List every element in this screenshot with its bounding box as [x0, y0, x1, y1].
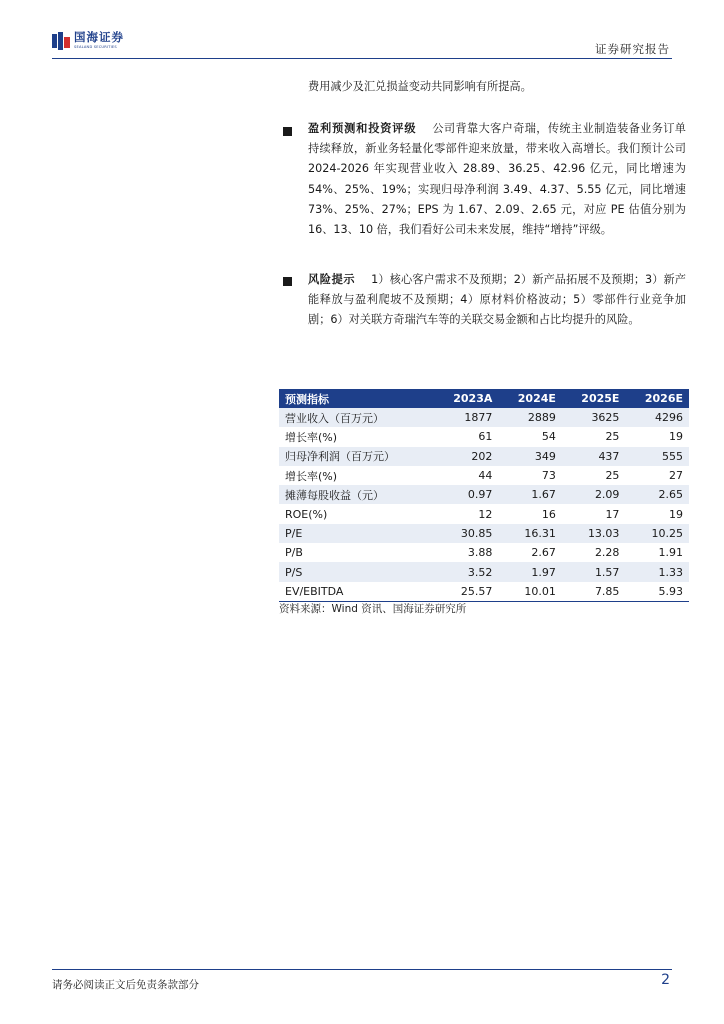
table-cell: 1.57	[562, 562, 626, 581]
table-cell: 25	[605, 430, 620, 444]
table-cell: 10.01	[498, 582, 562, 602]
table-cell: 73	[541, 469, 556, 483]
table-cell: 7.85	[562, 582, 626, 602]
table-cell: P/S	[279, 562, 434, 581]
table-cell: 19	[669, 507, 683, 521]
table-cell: 2.67	[531, 546, 556, 560]
table-cell: 25.57	[434, 582, 499, 602]
logo-en: SEALAND SECURITIES	[74, 44, 117, 49]
table-header-row	[279, 389, 689, 408]
table-row	[279, 485, 689, 504]
table-cell: 1877	[434, 408, 499, 427]
table-cell: 增长率(%)	[285, 469, 338, 483]
table-row	[279, 543, 689, 562]
table-cell: 3.52	[434, 562, 499, 581]
table-row	[279, 408, 689, 427]
table-cell: 437	[562, 447, 626, 466]
table-cell: 1.97	[498, 562, 562, 581]
table-row	[279, 427, 689, 446]
table-cell: 17	[605, 507, 620, 521]
page-header	[0, 0, 724, 60]
table-cell: 摊薄每股收益（元）	[279, 485, 434, 504]
table-cell: 3625	[562, 408, 626, 427]
risk-heading: 风险提示	[308, 273, 356, 286]
table-cell: P/E	[279, 524, 434, 543]
table-cell: 16	[541, 507, 556, 521]
table-cell: 61	[478, 430, 493, 444]
table-cell: 30.85	[434, 524, 499, 543]
paragraph-risk	[308, 270, 686, 331]
table-cell: 1.67	[498, 485, 562, 504]
bullet-square-icon	[283, 277, 292, 286]
logo-mark-icon	[52, 32, 70, 50]
bullet-square-icon	[283, 127, 292, 136]
table-cell: 2.09	[562, 485, 626, 504]
table-cell: 2.28	[594, 546, 620, 560]
table-source-note: 资料来源：Wind 资讯、国海证券研究所	[279, 603, 467, 615]
table-cell: 1.33	[625, 562, 689, 581]
footer-rule	[52, 969, 672, 970]
table-cell: 5.93	[625, 582, 689, 602]
forecast-heading: 盈利预测和投资评级	[308, 122, 417, 135]
page-number: 2	[661, 972, 670, 988]
table-cell: 19	[669, 430, 683, 444]
table-row	[279, 562, 689, 581]
table-cell: 25	[605, 469, 620, 483]
table-cell: 增长率(%)	[285, 430, 338, 444]
table-cell: 0.97	[434, 485, 499, 504]
risk-text: 1）核心客户需求不及预期；2）新产品拓展不及预期；3）新产能释放与盈利爬坡不及预期；4）原材料价格波动；5）零部件行业竞争加剧；6）对关联方奇瑞汽车等的关联交易金额和占比均提升的风险。	[308, 273, 686, 327]
logo-cn: 国海证券	[74, 30, 124, 45]
table-row	[279, 504, 689, 523]
table-cell: 归母净利润（百万元）	[279, 447, 434, 466]
table-cell: 555	[625, 447, 689, 466]
report-type: 证券研究报告	[595, 42, 670, 56]
header-rule	[52, 58, 672, 59]
table-row	[279, 582, 689, 602]
forecast-text: 公司背靠大客户奇瑞，传统主业制造装备业务订单持续释放，新业务轻量化零部件迎来放量，带来收入高增长。我们预计公司 2024-2026 年实现营业收入 28.89、36.25、42.96 亿元，同比增速为 54%、25%、19%；实现归母净利润 3.49、4.37、5.55 亿元，同比增速 73%、25%、27%；EPS 为 1.67、2.09、2.65 元，对应 PE 估值分别为 16、13、10 倍，我们看好公司未来发展，维持“增持”评级。	[308, 122, 686, 237]
table-cell: 2.65	[625, 485, 689, 504]
table-header-cell: 2025E	[581, 392, 620, 405]
table-header-cell: 2026E	[644, 392, 683, 405]
table-cell: 3.88	[467, 546, 493, 560]
company-logo	[52, 32, 124, 50]
table-cell: 2889	[498, 408, 562, 427]
table-cell: 27	[669, 469, 683, 483]
table-cell: 1.91	[658, 546, 683, 560]
table-cell: 54	[541, 430, 556, 444]
table-cell: EV/EBITDA	[279, 582, 434, 602]
table-row	[279, 447, 689, 466]
forecast-table	[279, 389, 689, 602]
paragraph-forecast	[308, 119, 686, 240]
table-cell: 12	[478, 507, 493, 521]
table-row	[279, 524, 689, 543]
forecast-table-container	[279, 389, 689, 602]
table-cell: 营业收入（百万元）	[279, 408, 434, 427]
table-header-cell: 2024E	[517, 392, 556, 405]
table-cell: 349	[498, 447, 562, 466]
table-header-cell: 2023A	[453, 392, 493, 405]
table-row	[279, 466, 689, 485]
table-cell: ROE(%)	[285, 507, 328, 521]
table-cell: 13.03	[562, 524, 626, 543]
table-cell: 16.31	[498, 524, 562, 543]
paragraph-continuation: 费用减少及汇兑损益变动共同影响有所提高。	[308, 80, 532, 93]
table-cell: 202	[434, 447, 499, 466]
table-header-cell: 预测指标	[285, 392, 329, 406]
table-cell: 44	[478, 469, 493, 483]
table-cell: 4296	[625, 408, 689, 427]
table-cell: 10.25	[625, 524, 689, 543]
footer-disclaimer: 请务必阅读正文后免责条款部分	[52, 979, 199, 991]
table-cell: P/B	[285, 546, 303, 560]
